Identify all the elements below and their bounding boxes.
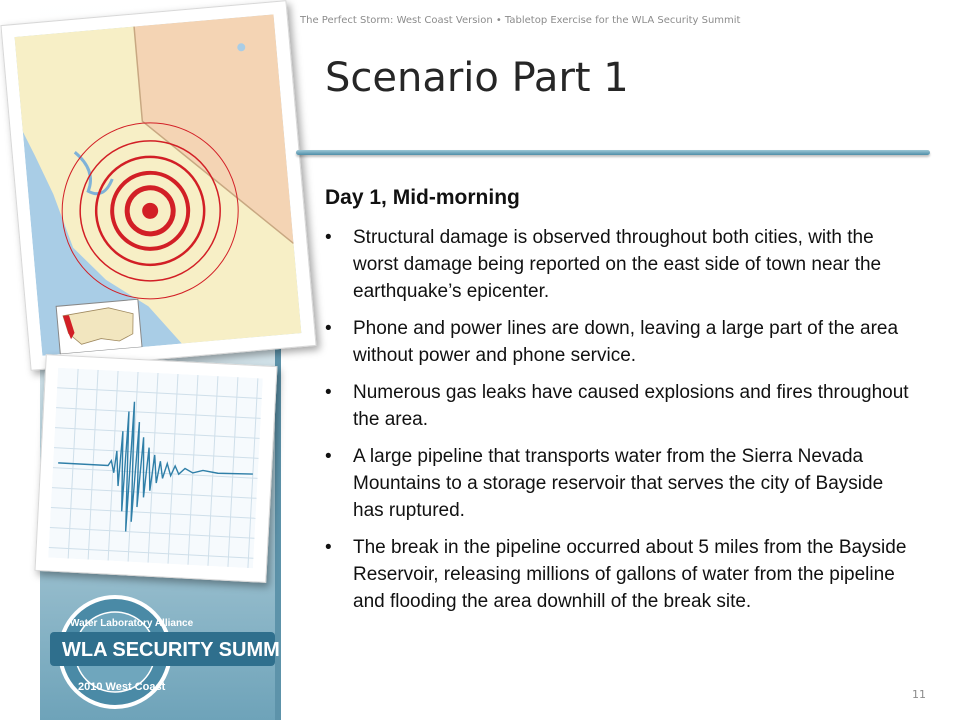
bullet-list bbox=[325, 224, 915, 615]
title-divider bbox=[296, 150, 930, 155]
bullet-item bbox=[325, 315, 915, 369]
wla-summit-logo bbox=[40, 590, 280, 720]
bullet-text: Structural damage is observed throughout both cities, with the worst damage being reported on the east side of town near the earthquake’s epicenter. bbox=[353, 227, 882, 302]
bullet-icon: • bbox=[325, 446, 332, 467]
bullet-item bbox=[325, 379, 915, 433]
subheading: Day 1, Mid-morning bbox=[325, 186, 520, 209]
bullet-item bbox=[325, 534, 915, 615]
bullet-text: Phone and power lines are down, leaving a large part of the area without power and phone service. bbox=[353, 318, 899, 366]
us-inset-map bbox=[56, 299, 142, 354]
seismograph-photo bbox=[34, 354, 277, 583]
bullet-icon: • bbox=[325, 382, 332, 403]
california-map bbox=[15, 14, 302, 355]
map-photo bbox=[0, 0, 316, 371]
logo-sub-text: 2010 West Coast bbox=[78, 681, 166, 693]
bullet-item bbox=[325, 443, 915, 524]
bullet-text: The break in the pipeline occurred about 5 miles from the Bayside Reservoir, releasing millions of gallons of water from the pipeline and flooding the area downhill of the break site. bbox=[353, 537, 907, 612]
logo-arc-text: Water Laboratory Alliance bbox=[70, 618, 194, 629]
bullet-icon: • bbox=[325, 537, 332, 558]
bullet-text: A large pipeline that transports water from the Sierra Nevada Mountains to a storage reservoir that serves the city of Bayside has ruptured. bbox=[353, 446, 884, 521]
bullet-icon: • bbox=[325, 227, 332, 248]
logo-main-text: WLA SECURITY SUMMIT bbox=[62, 639, 280, 661]
slide-title: Scenario Part 1 bbox=[325, 55, 629, 101]
page-number: 11 bbox=[912, 688, 926, 701]
seismograph-chart bbox=[48, 368, 263, 568]
bullet-text: Numerous gas leaks have caused explosions and fires throughout the area. bbox=[353, 382, 909, 430]
bullet-icon: • bbox=[325, 318, 332, 339]
bullet-item bbox=[325, 224, 915, 305]
slide-content bbox=[325, 186, 915, 625]
header-caption: The Perfect Storm: West Coast Version • Tabletop Exercise for the WLA Security Summit bbox=[300, 15, 741, 26]
